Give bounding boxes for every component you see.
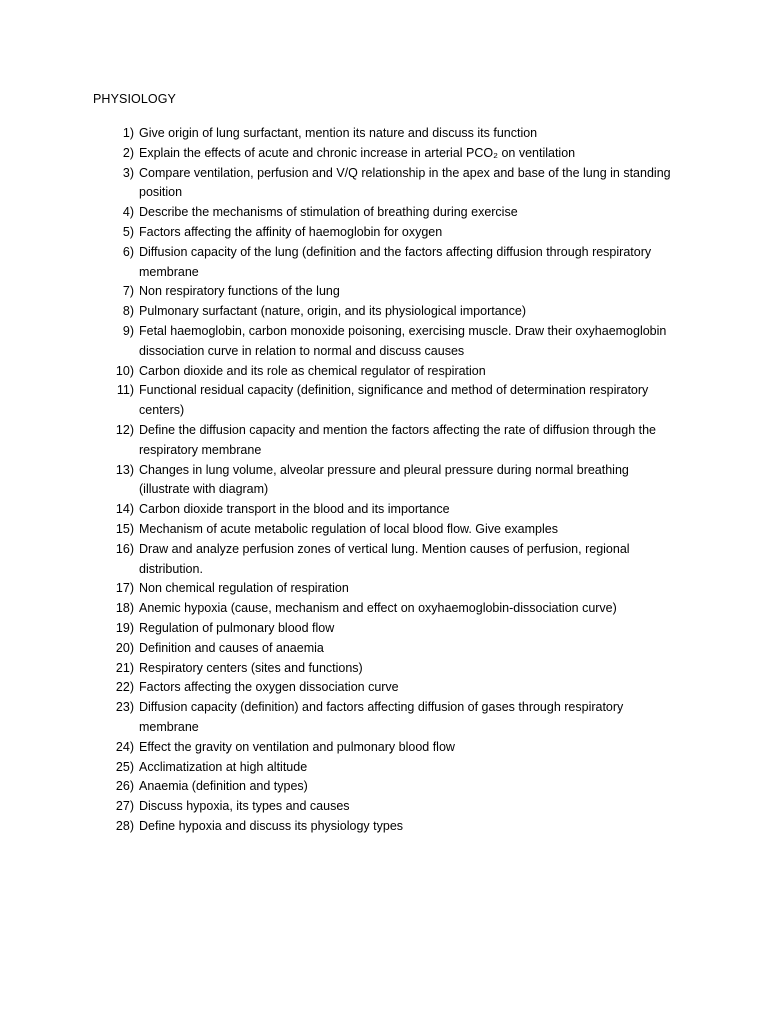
question-text: Changes in lung volume, alveolar pressure and pleural pressure during normal breathing (illustrate with diagram) xyxy=(139,462,629,497)
list-item xyxy=(0,738,768,758)
list-item xyxy=(0,381,768,421)
question-number: 19) xyxy=(115,620,134,635)
question-number: 4) xyxy=(122,205,134,220)
question-text: Non respiratory functions of the lung xyxy=(139,284,340,299)
list-item xyxy=(0,599,768,619)
question-text: Pulmonary surfactant (nature, origin, and its physiological importance) xyxy=(139,304,526,319)
question-number: 8) xyxy=(122,304,134,319)
question-text: Functional residual capacity (definition, significance and method of determination respiratory centers) xyxy=(139,383,649,418)
question-number: 15) xyxy=(115,521,134,536)
question-number: 28) xyxy=(115,818,134,833)
question-text: Define the diffusion capacity and mention the factors affecting the rate of diffusion through the respiratory membrane xyxy=(139,422,657,457)
question-number: 1) xyxy=(122,126,134,140)
question-text: Give origin of lung surfactant, mention its nature and discuss its function xyxy=(139,126,538,140)
list-item xyxy=(0,698,768,738)
list-item xyxy=(0,322,768,362)
question-text: Anaemia (definition and types) xyxy=(139,779,308,794)
question-number: 24) xyxy=(115,739,134,754)
question-number: 16) xyxy=(115,541,134,556)
list-item xyxy=(0,223,768,243)
list-item xyxy=(0,777,768,797)
question-text: Anemic hypoxia (cause, mechanism and effect on oxyhaemoglobin-dissociation curve) xyxy=(139,601,617,616)
list-item xyxy=(0,282,768,302)
question-text: Acclimatization at high altitude xyxy=(139,759,308,774)
list-item xyxy=(0,203,768,223)
question-text: Carbon dioxide and its role as chemical regulator of respiration xyxy=(139,363,486,378)
list-item xyxy=(0,540,768,580)
list-item xyxy=(0,124,768,144)
question-number: 21) xyxy=(115,660,134,675)
question-number: 20) xyxy=(115,640,134,655)
question-number: 5) xyxy=(122,224,134,239)
question-number: 22) xyxy=(115,680,134,695)
question-number: 3) xyxy=(122,165,134,180)
question-number: 6) xyxy=(122,244,134,259)
question-text: Effect the gravity on ventilation and pulmonary blood flow xyxy=(139,739,455,754)
question-number: 9) xyxy=(122,323,134,338)
question-text: Define hypoxia and discuss its physiology types xyxy=(139,818,404,833)
list-item xyxy=(0,302,768,322)
question-text: Fetal haemoglobin, carbon monoxide poisoning, exercising muscle. Draw their oxyhaemoglobin dissociation curve in relation to normal and discuss causes xyxy=(139,323,667,358)
question-number: 18) xyxy=(115,601,134,616)
question-text: Carbon dioxide transport in the blood and its importance xyxy=(139,502,450,517)
question-text: Describe the mechanisms of stimulation of breathing during exercise xyxy=(139,205,518,220)
question-number: 2) xyxy=(122,145,134,160)
question-text: Factors affecting the oxygen dissociation curve xyxy=(139,680,399,695)
question-number: 27) xyxy=(115,799,134,814)
list-item xyxy=(0,144,768,164)
list-item xyxy=(0,500,768,520)
list-item xyxy=(0,797,768,817)
list-item xyxy=(0,243,768,283)
question-text: Regulation of pulmonary blood flow xyxy=(139,620,335,635)
list-item xyxy=(0,579,768,599)
question-text: Non chemical regulation of respiration xyxy=(139,581,349,596)
list-item xyxy=(0,619,768,639)
question-number: 13) xyxy=(115,462,134,477)
question-text: Explain the effects of acute and chronic increase in arterial PCO₂ on ventilation xyxy=(139,145,576,160)
question-number: 14) xyxy=(115,502,134,517)
question-text: Compare ventilation, perfusion and V/Q relationship in the apex and base of the lung in standing position xyxy=(139,165,671,200)
list-item xyxy=(0,659,768,679)
question-number: 23) xyxy=(115,700,134,715)
question-number: 10) xyxy=(115,363,134,378)
list-item xyxy=(0,461,768,501)
page-title: PHYSIOLOGY xyxy=(93,92,176,106)
list-item xyxy=(0,362,768,382)
list-item xyxy=(0,678,768,698)
question-text: Definition and causes of anaemia xyxy=(139,640,324,655)
question-number: 12) xyxy=(115,422,134,437)
question-list xyxy=(0,124,768,837)
list-item xyxy=(0,758,768,778)
question-text: Discuss hypoxia, its types and causes xyxy=(139,799,350,814)
list-item xyxy=(0,639,768,659)
question-text: Factors affecting the affinity of haemoglobin for oxygen xyxy=(139,224,443,239)
list-item xyxy=(0,817,768,837)
question-text: Draw and analyze perfusion zones of vertical lung. Mention causes of perfusion, regional distribution. xyxy=(139,541,630,576)
question-number: 11) xyxy=(116,383,134,398)
question-text: Diffusion capacity (definition) and factors affecting diffusion of gases through respiratory membrane xyxy=(139,700,624,734)
question-text: Diffusion capacity of the lung (definition and the factors affecting diffusion through respiratory membrane xyxy=(139,244,652,279)
question-number: 7) xyxy=(122,284,134,299)
question-number: 17) xyxy=(115,581,134,596)
question-number: 26) xyxy=(115,779,134,794)
list-item xyxy=(0,164,768,204)
question-number: 25) xyxy=(115,759,134,774)
list-item xyxy=(0,421,768,461)
list-item xyxy=(0,520,768,540)
question-text: Mechanism of acute metabolic regulation of local blood flow. Give examples xyxy=(139,521,558,536)
question-text: Respiratory centers (sites and functions) xyxy=(139,660,363,675)
